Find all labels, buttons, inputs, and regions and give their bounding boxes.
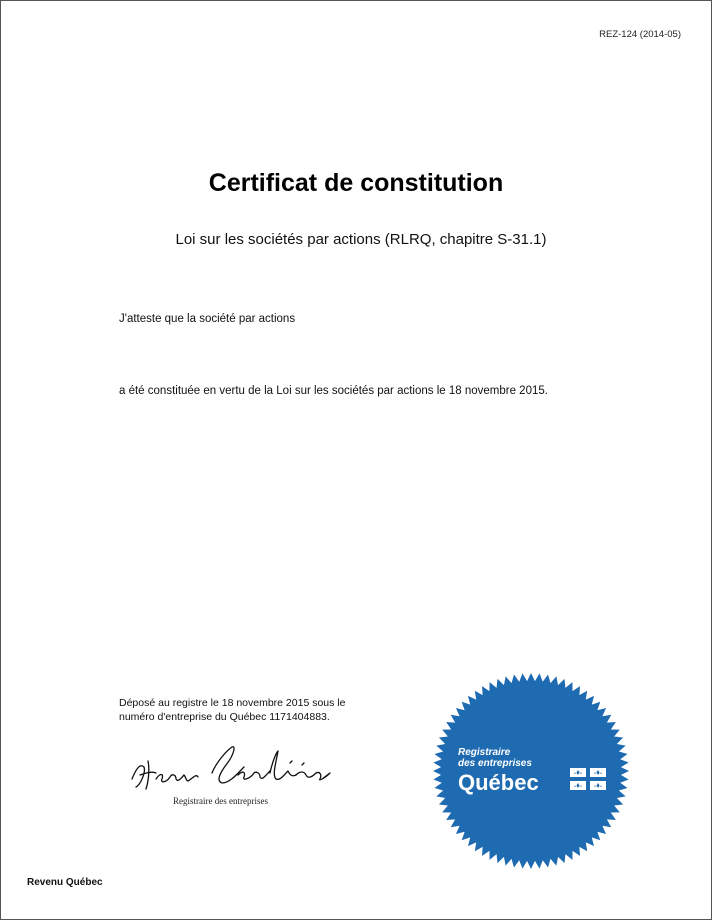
page-subtitle: Loi sur les sociétés par actions (RLRQ, chapitre S-31.1) [175, 231, 547, 248]
seal-line-2: des entreprises [458, 758, 532, 769]
seal-name: Québec [458, 770, 539, 795]
page-title: Certificat de constitution [208, 169, 504, 197]
registrar-signature [126, 743, 341, 795]
signature-caption: Registraire des entreprises [173, 796, 268, 806]
deposit-line-2: numéro d'entreprise du Québec 1171404883. [119, 711, 330, 723]
deposit-notice [119, 696, 419, 724]
quebec-flag-icon [570, 768, 606, 790]
form-code: REZ-124 (2014-05) [599, 29, 681, 40]
constitution-text: a été constituée en vertu de la Loi sur les sociétés par actions le 18 novembre 2015. [119, 385, 548, 397]
seal-text [458, 747, 539, 795]
deposit-line-1: Déposé au registre le 18 novembre 2015 sous le [119, 697, 346, 709]
seal-line-1: Registraire [458, 747, 511, 758]
attestation-text: J'atteste que la société par actions [119, 313, 296, 325]
footer-agency: Revenu Québec [27, 877, 103, 888]
